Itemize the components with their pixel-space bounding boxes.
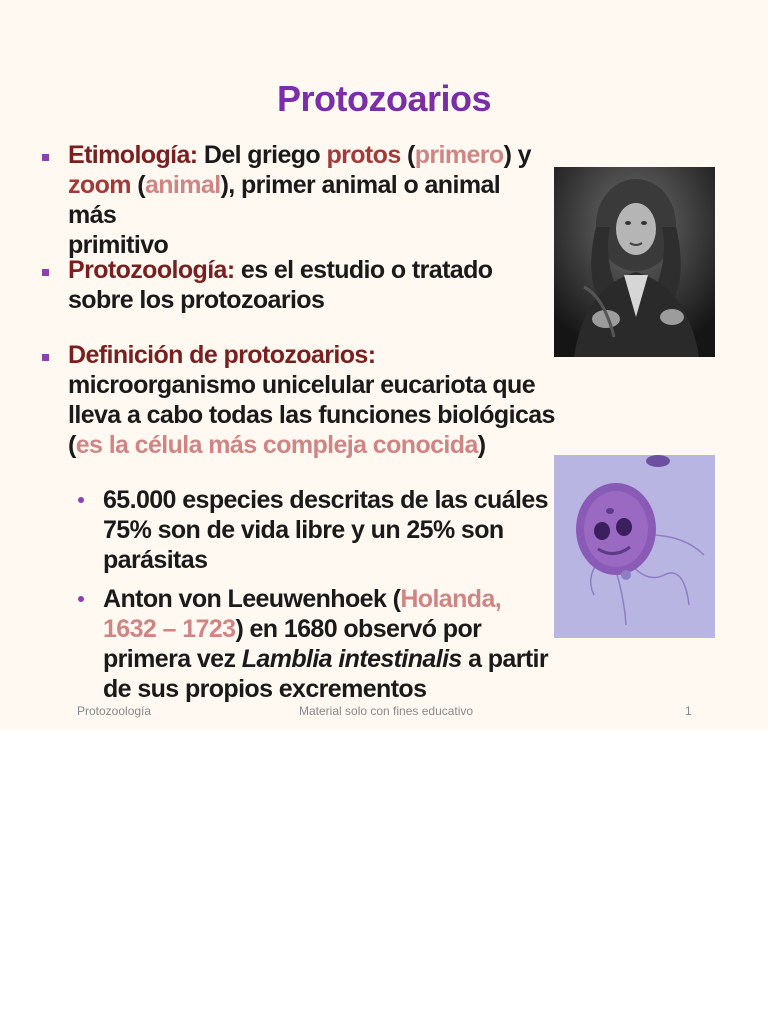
bullet-etimologia: Etimología: Del griego protos (primero) y zoom (animal), primer animal o animal más primitivo (68, 141, 531, 259)
definicion-label: Definición de protozoarios: (68, 341, 376, 369)
sub-bullet-dot-icon (78, 497, 84, 503)
sub-bullet-dot-icon (78, 596, 84, 602)
species-name: Lamblia intestinalis (241, 645, 462, 673)
bullet-definicion: Definición de protozoarios: microorganismo unicelular eucariota que lleva a cabo todas las funciones biológicas (es la célula más compleja conocida) (68, 340, 558, 460)
sub-bullet-especies: 65.000 especies descritas de las cuáles 75% son de vida libre y un 25% son parásitas (103, 486, 548, 574)
slide-title: Protozoarios (276, 78, 492, 119)
bullet-square-icon (42, 354, 49, 361)
protozoologia-label: Protozoología: (68, 256, 235, 284)
bullet-square-icon (42, 154, 49, 161)
etimologia-label: Etimología: (68, 141, 198, 169)
footer-left: Protozoología (77, 704, 152, 718)
bullet-protozoologia: Protozoología: es el estudio o tratado sobre los protozoarios (68, 256, 493, 314)
bullet-square-icon (42, 269, 49, 276)
footer-center: Material solo con fines educativo (299, 704, 474, 718)
giardia-micrograph-image (554, 455, 715, 638)
sub-bullet-leeuwenhoek: Anton von Leeuwenhoek (Holanda, 1632 – 1723) en 1680 observó por primera vez Lamblia intestinalis a partir de sus propios excrementos (103, 585, 549, 703)
portrait-leeuwenhoek-image (554, 167, 715, 357)
page-number: 1 (685, 704, 692, 718)
